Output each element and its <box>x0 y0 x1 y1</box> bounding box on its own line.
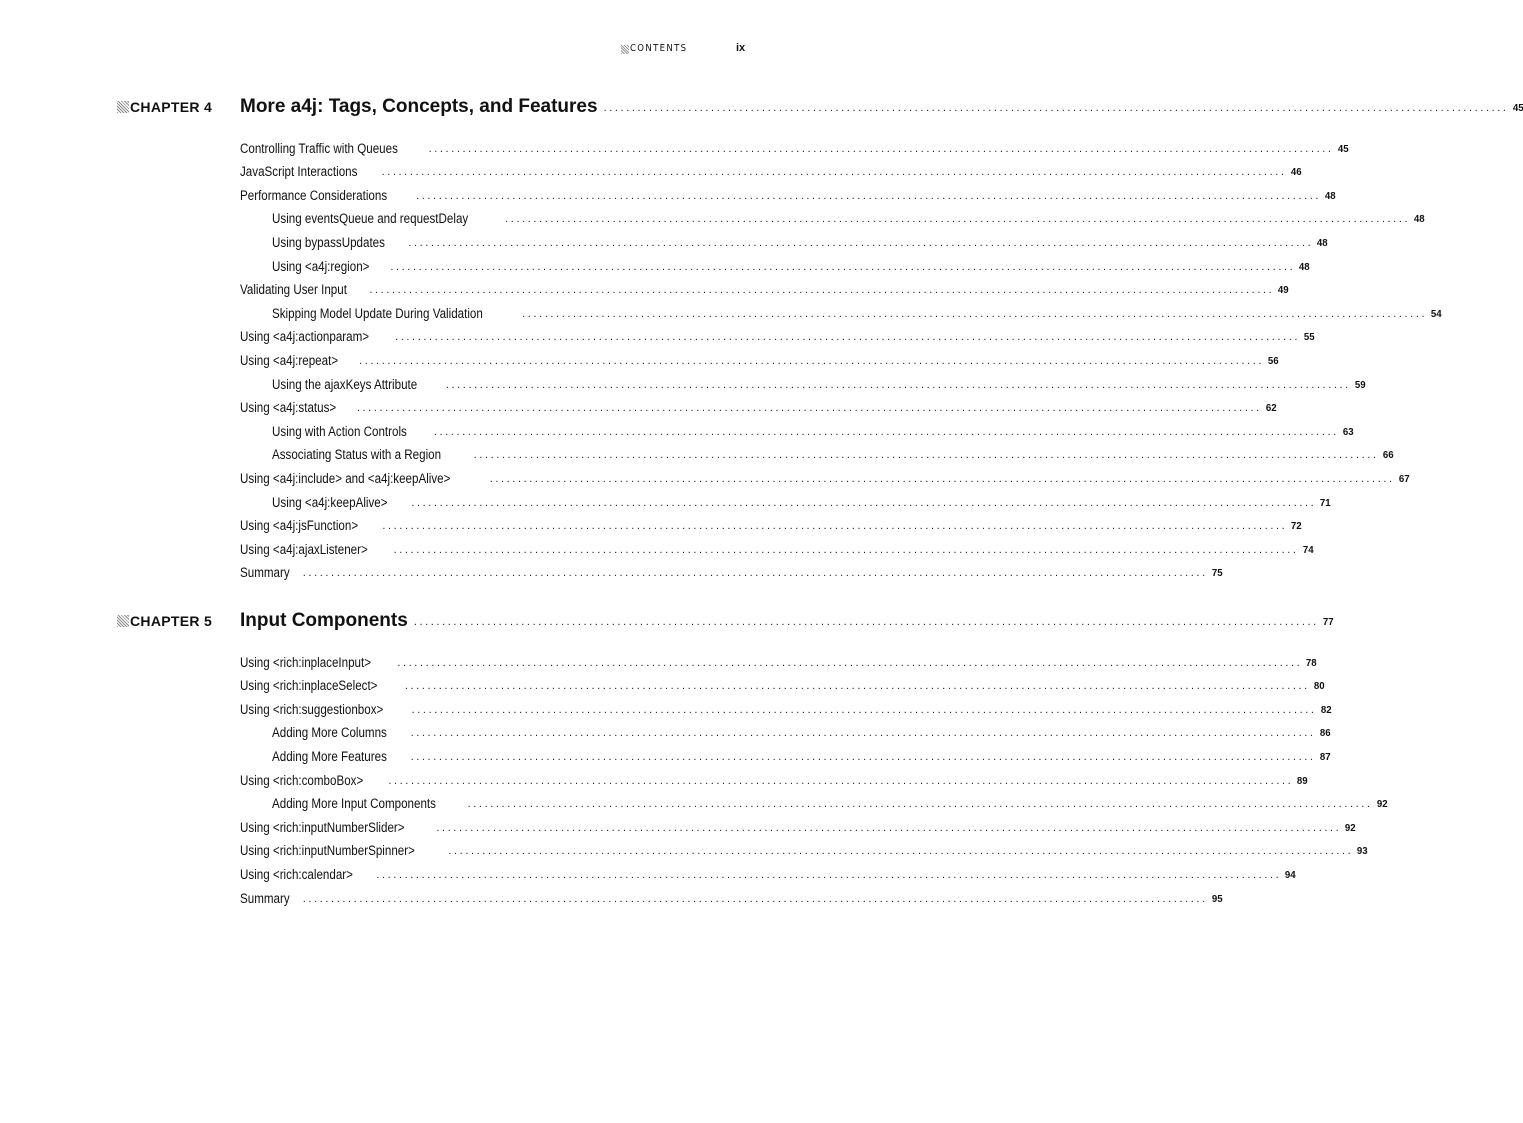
toc-entry-title: JavaScript Interactions <box>240 164 358 180</box>
toc-entry-page-number: 48 <box>1414 213 1425 226</box>
chapter-entries <box>240 647 1388 907</box>
toc-entry-page-number: 66 <box>1382 449 1394 462</box>
dot-leader: ................................................................................................................................................................ <box>448 845 1354 858</box>
toc-entry-title: Associating Status with a Region <box>272 447 442 463</box>
chapter-label <box>117 611 212 631</box>
toc-entry-page-number: 55 <box>1304 331 1315 344</box>
toc-entry-title: Validating User Input <box>240 282 347 298</box>
toc-entry-page-number: 92 <box>1345 821 1357 834</box>
toc-entry-page-number: 54 <box>1431 307 1442 320</box>
dot-leader: ................................................................................................................................................................ <box>381 166 1287 179</box>
dot-leader: ................................................................................................................................................................ <box>356 402 1262 415</box>
toc-entry-title: Using <rich:inplaceInput> <box>240 654 372 670</box>
toc-entry-page-number: 95 <box>1211 892 1223 905</box>
dot-leader: ................................................................................................................................................................ <box>411 703 1317 716</box>
dot-leader: ................................................................................................................................................................ <box>408 236 1314 249</box>
toc-entry-title: Using <rich:inplaceSelect> <box>240 678 378 694</box>
chapter-page-number: 45 <box>1512 102 1523 114</box>
toc-entry[interactable] <box>240 718 1331 742</box>
dot-leader: ................................................................................................................................................................ <box>411 496 1317 509</box>
toc-entry-title: Using <rich:suggestionbox> <box>240 701 384 717</box>
toc-entry-page-number: 74 <box>1302 543 1314 556</box>
toc-entry-page-number: 63 <box>1342 425 1354 438</box>
toc-entry-page-number: 87 <box>1319 750 1331 763</box>
toc-entry-page-number: 93 <box>1357 845 1369 858</box>
dot-leader: ................................................................................................................................................................ <box>433 425 1339 438</box>
toc-entry-title: Using with Action Controls <box>272 423 407 439</box>
dot-leader: ................................................................................................................................................................ <box>359 354 1265 367</box>
toc-entry[interactable] <box>240 487 1332 511</box>
toc-entry-title: Performance Considerations <box>240 187 388 203</box>
toc-entry-page-number: 92 <box>1376 798 1388 811</box>
toc-entry[interactable] <box>240 345 1279 369</box>
toc-entry-title: Using bypassUpdates <box>272 234 385 250</box>
toc-entry-page-number: 86 <box>1319 727 1331 740</box>
toc-entry[interactable] <box>240 440 1394 464</box>
dot-leader: ................................................................................................................................................................ <box>473 449 1379 462</box>
chapter-entries <box>240 133 1442 581</box>
toc-entry[interactable] <box>240 463 1410 487</box>
chapter-title: Input Components <box>240 610 408 631</box>
toc-entry-title: Using <rich:comboBox> <box>240 772 364 788</box>
toc-entry-page-number: 82 <box>1320 703 1332 716</box>
header-page-number: ix <box>736 42 746 54</box>
toc-entry-title: Using <rich:calendar> <box>240 866 353 882</box>
dot-leader: ................................................................................................................................................................ <box>428 142 1334 155</box>
dot-leader: ................................................................................................................................................................ <box>395 331 1301 344</box>
dot-leader: ................................................................................................................................................................ <box>489 472 1395 485</box>
toc-entry-title: Adding More Input Components <box>272 796 436 812</box>
toc-entry-page-number: 94 <box>1285 868 1296 881</box>
dot-leader: ................................................................................................................................................................ <box>388 774 1294 787</box>
chapter-title: More a4j: Tags, Concepts, and Features <box>240 96 598 117</box>
toc-entry[interactable] <box>240 647 1318 671</box>
dot-leader: ................................................................................................................................................................ <box>390 260 1296 273</box>
dot-leader: ................................................................................................................................................................ <box>416 189 1322 202</box>
toc-entry-title: Using eventsQueue and requestDelay <box>272 211 469 227</box>
toc-entry[interactable] <box>240 765 1308 789</box>
dot-leader: ................................................................................................................................................................ <box>445 378 1351 391</box>
toc-entry-page-number: 49 <box>1278 284 1289 297</box>
dot-leader: ................................................................................................................................................................ <box>376 868 1282 881</box>
toc-entry-title: Controlling Traffic with Queues <box>240 140 398 156</box>
dot-leader: ................................................................................................................................................................ <box>410 727 1316 740</box>
toc-entry-title: Summary <box>240 565 290 581</box>
chapter-marker-icon <box>117 101 129 113</box>
chapter-title-row[interactable] <box>240 96 1523 117</box>
dot-leader: ................................................................................................................................................................ <box>404 680 1310 693</box>
dot-leader: ................................................................................................................................................................ <box>603 102 1509 114</box>
toc-entry-title: Using <a4j:actionparam> <box>240 329 370 345</box>
toc-entry-title: Using <a4j:status> <box>240 400 337 416</box>
header-marker-icon <box>621 45 629 54</box>
toc-entry[interactable] <box>240 741 1331 765</box>
toc-entry[interactable] <box>240 322 1315 346</box>
chapter-label <box>117 97 212 117</box>
toc-entry-page-number: 48 <box>1325 189 1336 202</box>
toc-entry-title: Using <a4j:region> <box>272 258 370 274</box>
chapter-label-text: CHAPTER 5 <box>130 613 213 629</box>
dot-leader: ................................................................................................................................................................ <box>382 520 1288 533</box>
toc-entry-page-number: 59 <box>1354 378 1366 391</box>
toc-entry-page-number: 78 <box>1306 656 1318 669</box>
toc-entry[interactable] <box>240 534 1314 558</box>
toc-entry[interactable] <box>240 671 1325 695</box>
chapter-marker-icon <box>117 615 129 627</box>
header-title: CONTENTS <box>630 43 688 54</box>
dot-leader: ................................................................................................................................................................ <box>522 307 1428 320</box>
toc-entry[interactable] <box>240 812 1357 836</box>
toc-entry-title: Using <a4j:repeat> <box>240 352 339 368</box>
dot-leader: ................................................................................................................................................................ <box>393 543 1299 556</box>
toc-entry-page-number: 72 <box>1291 520 1302 533</box>
toc-entry-page-number: 62 <box>1265 402 1277 415</box>
toc-entry-title: Using <a4j:ajaxListener> <box>240 541 368 557</box>
toc-entry[interactable] <box>240 836 1369 860</box>
toc-entry-title: Using <rich:inputNumberSpinner> <box>240 843 415 859</box>
toc-entry-title: Adding More Columns <box>272 725 387 741</box>
toc-entry-title: Using <a4j:keepAlive> <box>272 494 388 510</box>
toc-entry-title: Using <a4j:jsFunction> <box>240 518 359 534</box>
toc-entry[interactable] <box>240 859 1296 883</box>
toc-entry[interactable] <box>240 511 1302 535</box>
dot-leader: ................................................................................................................................................................ <box>505 213 1411 226</box>
toc-entry-title: Using the ajaxKeys Attribute <box>272 376 418 392</box>
running-header <box>0 42 816 58</box>
toc-entry-title: Summary <box>240 890 290 906</box>
dot-leader: ................................................................................................................................................................ <box>467 798 1373 811</box>
dot-leader: ................................................................................................................................................................ <box>413 616 1319 628</box>
toc-entry[interactable] <box>240 883 1223 907</box>
dot-leader: ................................................................................................................................................................ <box>410 750 1316 763</box>
toc-entry[interactable] <box>240 180 1336 204</box>
chapter-page-number: 77 <box>1322 616 1334 628</box>
toc-entry-page-number: 89 <box>1297 774 1308 787</box>
toc-entry[interactable] <box>240 204 1425 228</box>
toc-entry[interactable] <box>240 157 1302 181</box>
toc-entry[interactable] <box>240 789 1388 813</box>
toc-entry[interactable] <box>240 694 1332 718</box>
dot-leader: ................................................................................................................................................................ <box>397 656 1303 669</box>
toc-entry[interactable] <box>240 416 1354 440</box>
toc-entry-page-number: 45 <box>1337 142 1349 155</box>
dot-leader: ................................................................................................................................................................ <box>436 821 1342 834</box>
toc-entry[interactable] <box>240 133 1349 157</box>
toc-entry-page-number: 56 <box>1267 354 1279 367</box>
chapter-label-text: CHAPTER 4 <box>130 99 213 115</box>
toc-entry-page-number: 67 <box>1398 472 1410 485</box>
chapter-title-row[interactable] <box>240 610 1334 631</box>
toc-entry-page-number: 71 <box>1320 496 1332 509</box>
toc-entry[interactable] <box>240 393 1277 417</box>
toc-entry-page-number: 80 <box>1313 680 1325 693</box>
toc-entry[interactable] <box>240 251 1310 275</box>
toc-entry-page-number: 75 <box>1211 567 1223 580</box>
dot-leader: ................................................................................................................................................................ <box>302 567 1208 580</box>
toc-entry[interactable] <box>240 298 1442 322</box>
toc-entry-page-number: 48 <box>1299 260 1310 273</box>
toc-entry[interactable] <box>240 275 1289 299</box>
toc-entry-title: Using <rich:inputNumberSlider> <box>240 819 405 835</box>
toc-entry-title: Adding More Features <box>272 748 387 764</box>
toc-entry-page-number: 46 <box>1290 166 1302 179</box>
dot-leader: ................................................................................................................................................................ <box>369 284 1275 297</box>
toc-entry[interactable] <box>240 369 1366 393</box>
toc-entry[interactable] <box>240 227 1328 251</box>
dot-leader: ................................................................................................................................................................ <box>302 892 1208 905</box>
toc-entry-title: Skipping Model Update During Validation <box>272 305 483 321</box>
toc-entry-title: Using <a4j:include> and <a4j:keepAlive> <box>240 470 451 486</box>
toc-entry-page-number: 48 <box>1317 236 1328 249</box>
toc-entry[interactable] <box>240 558 1223 582</box>
